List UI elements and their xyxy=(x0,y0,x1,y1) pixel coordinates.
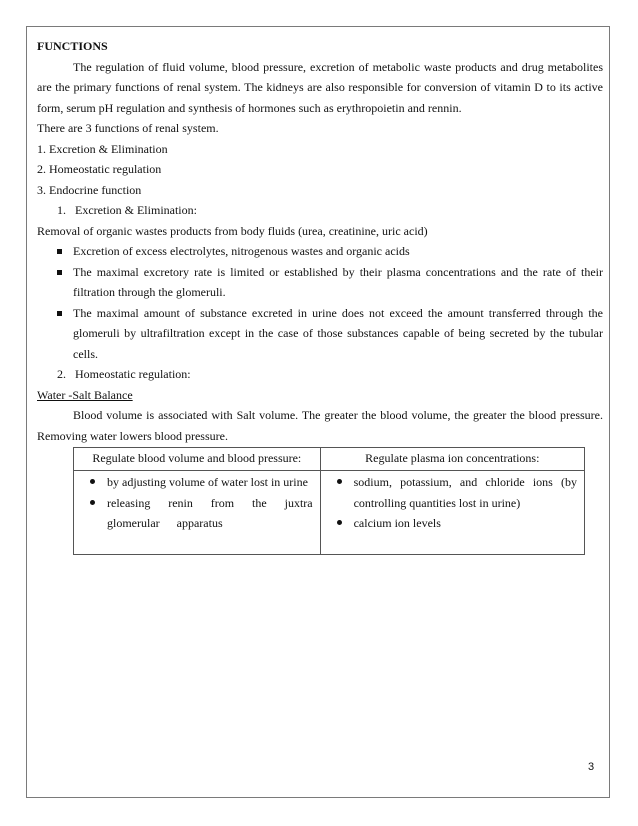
excretion-lead: Removal of organic wastes products from body fluids (urea, creatinine, uric acid) xyxy=(37,223,428,238)
list-item xyxy=(37,241,603,262)
list-item-text: by adjusting volume of water lost in urine xyxy=(107,475,308,489)
function-item: 1. Excretion & Elimination xyxy=(37,141,168,156)
table-header-ions: Regulate plasma ion concentrations: xyxy=(320,448,584,471)
list-item xyxy=(37,303,603,365)
table-cell-blood xyxy=(74,471,321,555)
count-line: There are 3 functions of renal system. xyxy=(37,121,219,135)
list-item xyxy=(81,472,313,493)
round-bullet-icon xyxy=(337,520,342,525)
list-item xyxy=(81,493,313,534)
page-number: 3 xyxy=(588,761,595,773)
regulation-table xyxy=(73,447,585,555)
excretion-bullet-list xyxy=(37,241,603,364)
list-item-text: The maximal excretory rate is limited or established by their plasma concentrations and the rate of their filtration through the glomeruli. xyxy=(73,264,603,299)
table-cell-ions xyxy=(320,471,584,555)
list-item xyxy=(328,472,577,513)
round-bullet-icon xyxy=(337,479,342,484)
list-item xyxy=(37,262,603,303)
water-salt-subtitle: Water -Salt Balance xyxy=(37,387,133,402)
list-item-text: calcium ion levels xyxy=(353,516,441,530)
water-salt-paragraph: Blood volume is associated with Salt volume. The greater the blood volume, the greater the blood pressure. Removing water lowers blood pressure. xyxy=(37,408,603,443)
round-bullet-icon xyxy=(90,500,95,505)
list-item xyxy=(328,513,577,534)
round-bullet-icon xyxy=(90,479,95,484)
square-bullet-icon xyxy=(57,270,62,275)
list-item-text: Excretion of excess electrolytes, nitrogenous wastes and organic acids xyxy=(73,244,410,258)
table-header-blood: Regulate blood volume and blood pressure: xyxy=(74,448,321,471)
intro-paragraph: The regulation of fluid volume, blood pressure, excretion of metabolic waste products and drug metabolites are the primary functions of renal system. The kidneys are also responsible for conversion of vitamin D to its active form, serum pH regulation and synthesis of hormones such as erythropoietin and rennin. xyxy=(37,59,603,115)
list-item-text: releasing renin from the juxtra glomerular apparatus xyxy=(107,495,313,530)
function-item: 3. Endocrine function xyxy=(37,182,142,197)
function-item: 2. Homeostatic regulation xyxy=(37,162,162,176)
list-item-text: sodium, potassium, and chloride ions (by controlling quantities lost in urine) xyxy=(353,475,577,510)
excretion-heading: 1. Excretion & Elimination: xyxy=(57,203,197,217)
document-body xyxy=(37,36,603,555)
list-item-text: The maximal amount of substance excreted in urine does not exceed the amount transferred through the glomeruli by ultrafiltration except in the case of those substances capable of being secreted by the tubular cells. xyxy=(73,305,603,361)
section-heading: FUNCTIONS xyxy=(37,39,108,53)
square-bullet-icon xyxy=(57,249,62,254)
homeostatic-heading: 2. Homeostatic regulation: xyxy=(57,367,191,381)
square-bullet-icon xyxy=(57,311,62,316)
